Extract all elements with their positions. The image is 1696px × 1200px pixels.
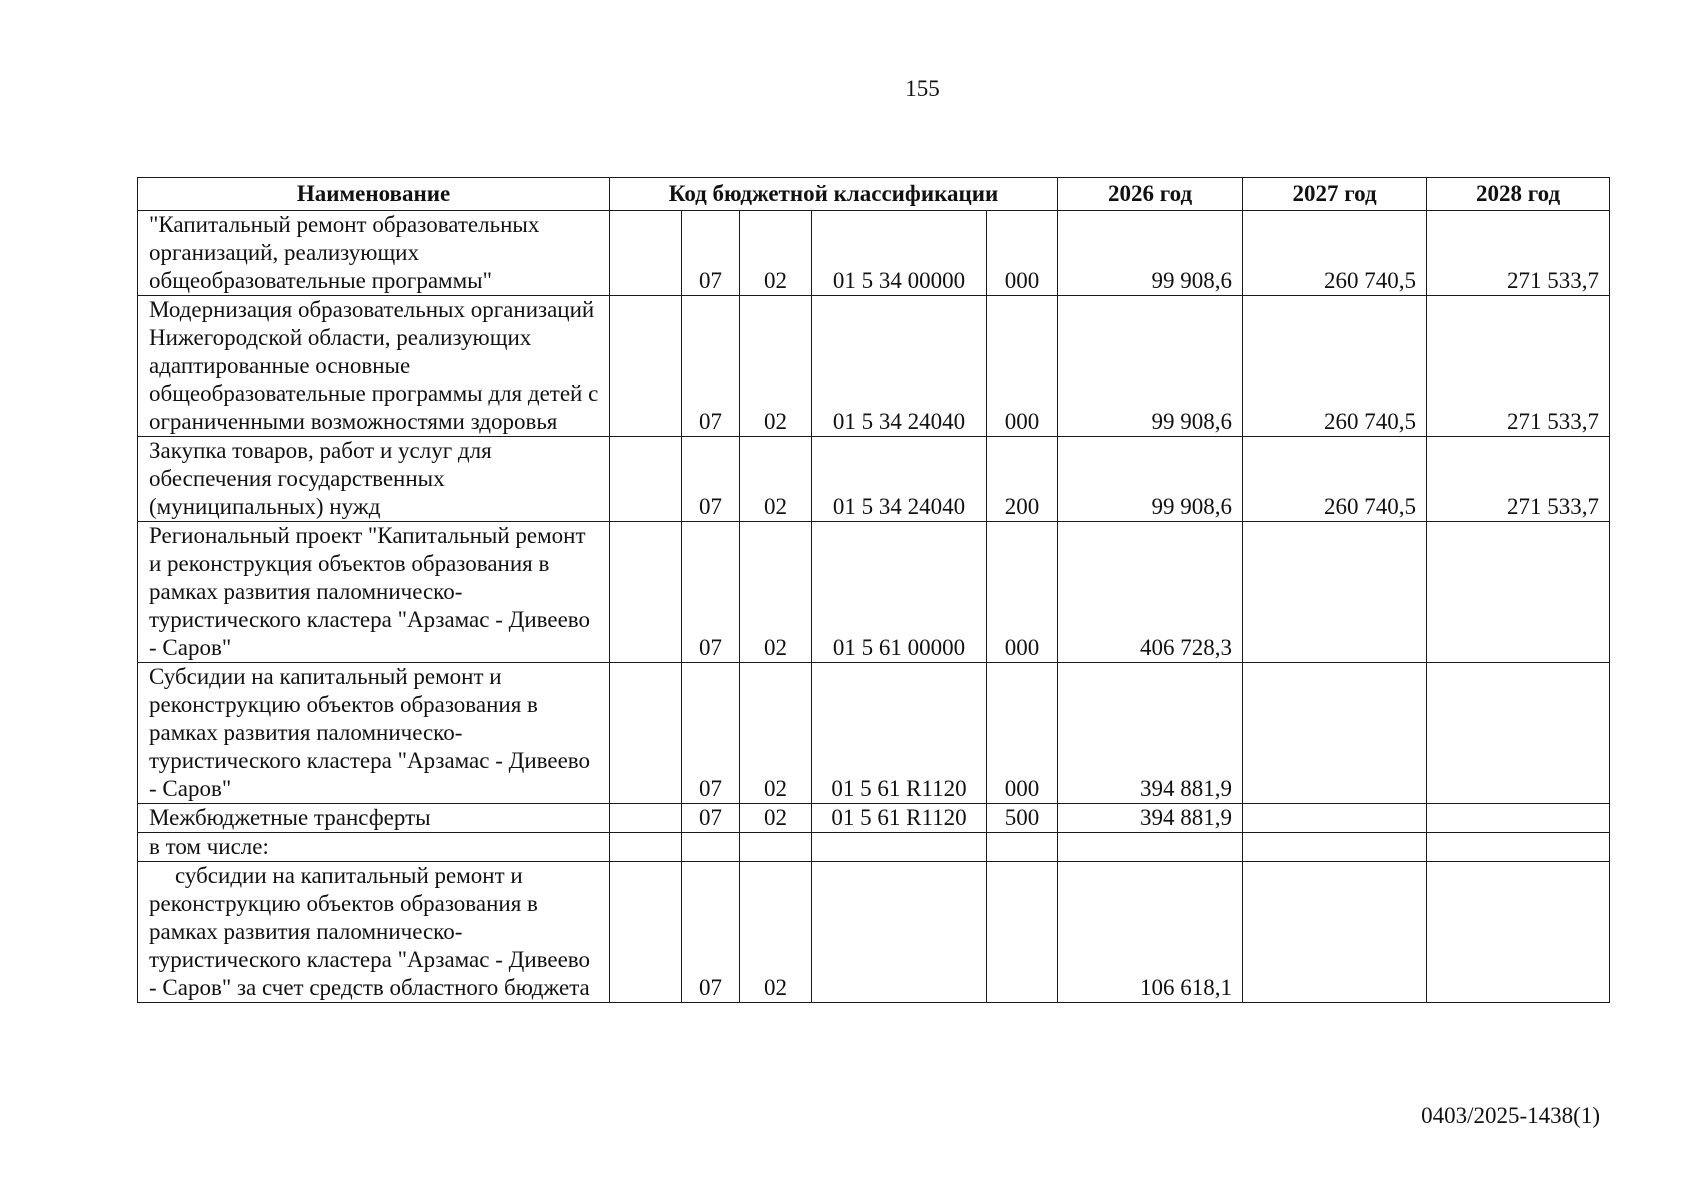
value-2026: 99 908,6 xyxy=(1058,211,1243,296)
value-2026 xyxy=(1058,833,1243,862)
table-row xyxy=(138,862,1610,1003)
table-header-row xyxy=(138,178,1610,211)
code-subsection xyxy=(740,833,812,862)
value-2026: 99 908,6 xyxy=(1058,437,1243,522)
value-2028: 271 533,7 xyxy=(1427,437,1610,522)
code-expense-type: 000 xyxy=(987,522,1058,663)
code-target-article: 01 5 61 00000 xyxy=(812,522,987,663)
code-col-0 xyxy=(610,296,682,437)
value-2027 xyxy=(1243,862,1427,1003)
value-2026: 99 908,6 xyxy=(1058,296,1243,437)
value-2026: 406 728,3 xyxy=(1058,522,1243,663)
value-2027 xyxy=(1243,804,1427,833)
code-col-0 xyxy=(610,804,682,833)
table-row xyxy=(138,296,1610,437)
code-section: 07 xyxy=(682,862,740,1003)
row-name: Межбюджетные трансферты xyxy=(138,804,610,833)
table-row xyxy=(138,437,1610,522)
header-name: Наименование xyxy=(138,178,610,211)
value-2028 xyxy=(1427,522,1610,663)
header-year-2027: 2027 год xyxy=(1243,178,1427,211)
code-target-article xyxy=(812,862,987,1003)
code-target-article: 01 5 61 R1120 xyxy=(812,804,987,833)
code-expense-type: 000 xyxy=(987,211,1058,296)
document-registration-code: 0403/2025-1438(1) xyxy=(1421,1103,1600,1128)
code-expense-type xyxy=(987,833,1058,862)
code-subsection: 02 xyxy=(740,437,812,522)
header-budget-code: Код бюджетной классификации xyxy=(610,178,1058,211)
code-section: 07 xyxy=(682,211,740,296)
code-expense-type xyxy=(987,862,1058,1003)
code-col-0 xyxy=(610,833,682,862)
row-name: Региональный проект "Капитальный ремонт и реконструкция объектов образования в рамках развития паломническо-туристического кластера "Арзамас - Дивеево - Саров" xyxy=(138,522,610,663)
code-col-0 xyxy=(610,663,682,804)
value-2026: 394 881,9 xyxy=(1058,804,1243,833)
value-2028 xyxy=(1427,862,1610,1003)
code-target-article: 01 5 34 00000 xyxy=(812,211,987,296)
code-target-article: 01 5 61 R1120 xyxy=(812,663,987,804)
code-expense-type: 200 xyxy=(987,437,1058,522)
value-2027 xyxy=(1243,663,1427,804)
code-subsection: 02 xyxy=(740,296,812,437)
code-expense-type: 500 xyxy=(987,804,1058,833)
code-subsection: 02 xyxy=(740,663,812,804)
code-col-0 xyxy=(610,437,682,522)
value-2027: 260 740,5 xyxy=(1243,296,1427,437)
value-2028 xyxy=(1427,833,1610,862)
row-name: Закупка товаров, работ и услуг для обеспечения государственных (муниципальных) нужд xyxy=(138,437,610,522)
table-row xyxy=(138,522,1610,663)
code-target-article xyxy=(812,833,987,862)
value-2027: 260 740,5 xyxy=(1243,437,1427,522)
table-row xyxy=(138,804,1610,833)
value-2028 xyxy=(1427,663,1610,804)
header-year-2028: 2028 год xyxy=(1427,178,1610,211)
code-section: 07 xyxy=(682,296,740,437)
code-subsection: 02 xyxy=(740,862,812,1003)
value-2028 xyxy=(1427,804,1610,833)
table-row xyxy=(138,833,1610,862)
header-year-2026: 2026 год xyxy=(1058,178,1243,211)
value-2026: 394 881,9 xyxy=(1058,663,1243,804)
code-col-0 xyxy=(610,211,682,296)
code-section: 07 xyxy=(682,804,740,833)
code-expense-type: 000 xyxy=(987,296,1058,437)
code-target-article: 01 5 34 24040 xyxy=(812,437,987,522)
code-target-article: 01 5 34 24040 xyxy=(812,296,987,437)
value-2028: 271 533,7 xyxy=(1427,296,1610,437)
row-name: субсидии на капитальный ремонт и реконструкцию объектов образования в рамках развития паломническо-туристического кластера "Арзамас - Дивеево - Саров" за счет средств областного бюджета xyxy=(138,862,610,1003)
code-subsection: 02 xyxy=(740,522,812,663)
row-name: Модернизация образовательных организаций Нижегородской области, реализующих адаптированные основные общеобразовательные программы для детей с ограниченными возможностями здоровья xyxy=(138,296,610,437)
code-section: 07 xyxy=(682,522,740,663)
value-2027: 260 740,5 xyxy=(1243,211,1427,296)
page-number: 155 xyxy=(905,76,940,101)
budget-table xyxy=(137,177,1610,1003)
row-name: "Капитальный ремонт образовательных организаций, реализующих общеобразовательные программы" xyxy=(138,211,610,296)
code-subsection: 02 xyxy=(740,211,812,296)
value-2027 xyxy=(1243,522,1427,663)
value-2027 xyxy=(1243,833,1427,862)
row-name: в том числе: xyxy=(138,833,610,862)
code-section: 07 xyxy=(682,663,740,804)
value-2028: 271 533,7 xyxy=(1427,211,1610,296)
code-section xyxy=(682,833,740,862)
code-expense-type: 000 xyxy=(987,663,1058,804)
code-col-0 xyxy=(610,522,682,663)
row-name: Субсидии на капитальный ремонт и реконструкцию объектов образования в рамках развития паломническо-туристического кластера "Арзамас - Дивеево - Саров" xyxy=(138,663,610,804)
code-subsection: 02 xyxy=(740,804,812,833)
code-section: 07 xyxy=(682,437,740,522)
code-col-0 xyxy=(610,862,682,1003)
table-row xyxy=(138,211,1610,296)
value-2026: 106 618,1 xyxy=(1058,862,1243,1003)
table-row xyxy=(138,663,1610,804)
